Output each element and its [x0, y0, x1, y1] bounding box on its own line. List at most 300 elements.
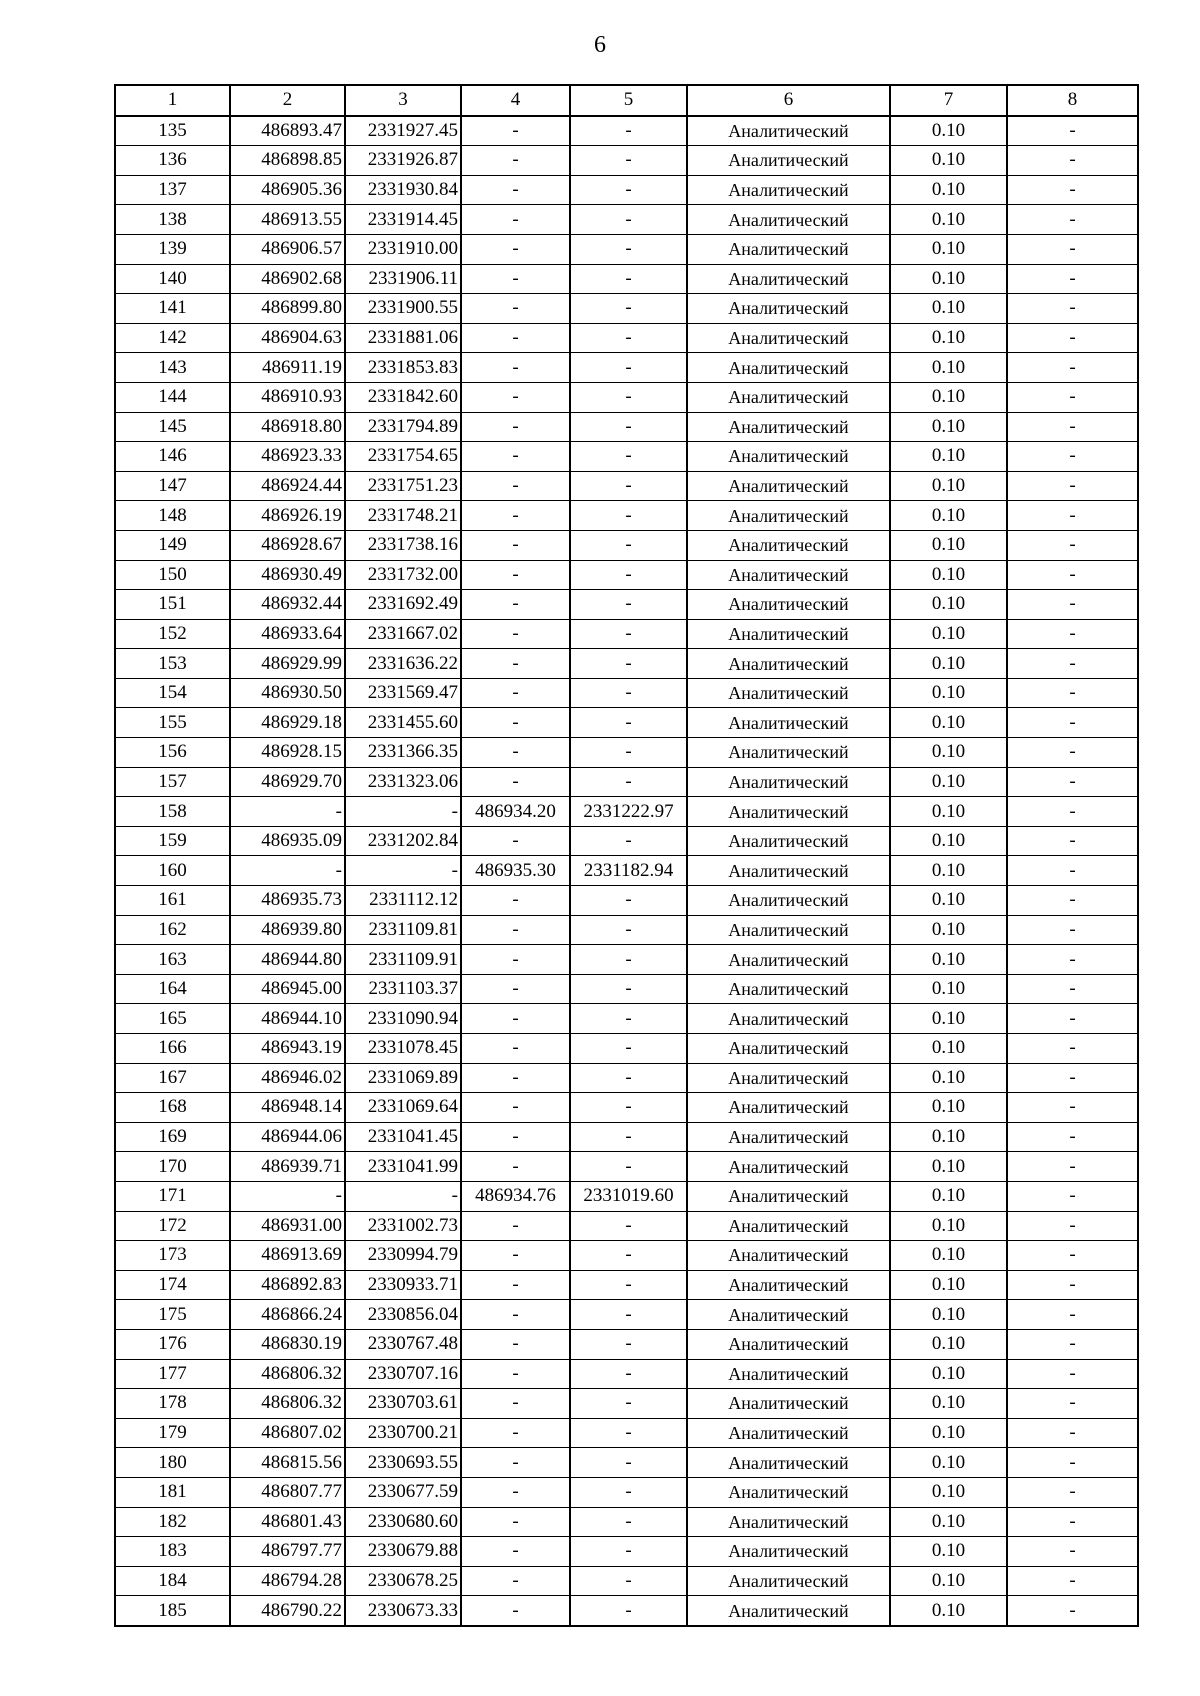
table-row — [115, 649, 1138, 679]
table-row — [115, 619, 1138, 649]
table-cell: 139 — [115, 234, 230, 264]
table-cell: - — [570, 1448, 687, 1478]
table-cell: - — [570, 678, 687, 708]
table-cell: - — [570, 1300, 687, 1330]
table-cell: 0.10 — [890, 915, 1007, 945]
table-row — [115, 1181, 1138, 1211]
table-cell: 157 — [115, 767, 230, 797]
table-cell: 0.10 — [890, 1241, 1007, 1271]
table-cell: - — [461, 530, 570, 560]
table-row — [115, 264, 1138, 294]
table-cell: - — [1007, 826, 1138, 856]
table-cell: - — [461, 1093, 570, 1123]
table-cell: 0.10 — [890, 146, 1007, 176]
table-cell: Аналитический — [687, 886, 890, 916]
table-row — [115, 1034, 1138, 1064]
table-row — [115, 471, 1138, 501]
table-cell: 2331930.84 — [345, 175, 461, 205]
table-cell: - — [1007, 560, 1138, 590]
table-cell: - — [461, 1359, 570, 1389]
table-cell: Аналитический — [687, 1270, 890, 1300]
table-row — [115, 175, 1138, 205]
table-cell: - — [570, 353, 687, 383]
table-cell: 0.10 — [890, 1063, 1007, 1093]
table-cell: Аналитический — [687, 915, 890, 945]
table-cell: Аналитический — [687, 708, 890, 738]
table-row — [115, 146, 1138, 176]
table-cell: Аналитический — [687, 1122, 890, 1152]
table-row — [115, 1093, 1138, 1123]
table-cell: 0.10 — [890, 1537, 1007, 1567]
table-cell: - — [461, 234, 570, 264]
table-row — [115, 1537, 1138, 1567]
table-cell: 0.10 — [890, 1477, 1007, 1507]
table-cell: - — [570, 471, 687, 501]
table-cell: 0.10 — [890, 1270, 1007, 1300]
table-cell: - — [1007, 915, 1138, 945]
table-cell: Аналитический — [687, 1093, 890, 1123]
table-cell: - — [570, 116, 687, 146]
table-cell: - — [570, 382, 687, 412]
table-cell: - — [570, 1241, 687, 1271]
table-cell: Аналитический — [687, 234, 890, 264]
table-cell: 0.10 — [890, 619, 1007, 649]
table-cell: 160 — [115, 856, 230, 886]
table-cell: 486913.55 — [230, 205, 345, 235]
table-cell: - — [461, 1507, 570, 1537]
table-cell: 0.10 — [890, 974, 1007, 1004]
table-cell: - — [570, 826, 687, 856]
table-cell: - — [1007, 1389, 1138, 1419]
column-header-5: 5 — [570, 85, 687, 116]
page-number: 6 — [594, 32, 606, 58]
table-cell: - — [1007, 471, 1138, 501]
table-cell: - — [345, 797, 461, 827]
table-row — [115, 856, 1138, 886]
table-cell: - — [230, 1181, 345, 1211]
table-cell: 486929.99 — [230, 649, 345, 679]
table-cell: 0.10 — [890, 175, 1007, 205]
table-cell: 163 — [115, 945, 230, 975]
table-cell: - — [570, 1537, 687, 1567]
table-cell: - — [570, 767, 687, 797]
table-cell: 173 — [115, 1241, 230, 1271]
table-cell: - — [461, 560, 570, 590]
table-cell: 2331182.94 — [570, 856, 687, 886]
column-header-1: 1 — [115, 85, 230, 116]
table-cell: - — [461, 945, 570, 975]
table-cell: 0.10 — [890, 856, 1007, 886]
table-cell: 145 — [115, 412, 230, 442]
table-cell: 175 — [115, 1300, 230, 1330]
table-row — [115, 530, 1138, 560]
table-cell: - — [461, 471, 570, 501]
table-cell: Аналитический — [687, 1507, 890, 1537]
table-cell: Аналитический — [687, 974, 890, 1004]
table-cell: 2331109.91 — [345, 945, 461, 975]
table-cell: Аналитический — [687, 1181, 890, 1211]
table-cell: 2331069.89 — [345, 1063, 461, 1093]
table-cell: 486935.30 — [461, 856, 570, 886]
table-cell: 0.10 — [890, 1181, 1007, 1211]
table-cell: 0.10 — [890, 1300, 1007, 1330]
table-cell: - — [1007, 1241, 1138, 1271]
table-cell: - — [1007, 1359, 1138, 1389]
table-cell: 486930.49 — [230, 560, 345, 590]
table-cell: 147 — [115, 471, 230, 501]
table-cell: 136 — [115, 146, 230, 176]
table-cell: - — [461, 1300, 570, 1330]
table-cell: 2331222.97 — [570, 797, 687, 827]
table-cell: - — [461, 767, 570, 797]
table-cell: - — [1007, 1507, 1138, 1537]
table-cell: 0.10 — [890, 708, 1007, 738]
table-cell: 0.10 — [890, 501, 1007, 531]
table-cell: - — [1007, 1004, 1138, 1034]
table-cell: - — [570, 738, 687, 768]
table-cell: Аналитический — [687, 619, 890, 649]
table-cell: Аналитический — [687, 1418, 890, 1448]
table-cell: - — [570, 915, 687, 945]
table-cell: 486948.14 — [230, 1093, 345, 1123]
table-cell: - — [1007, 1477, 1138, 1507]
table-cell: 486944.80 — [230, 945, 345, 975]
table-cell: - — [570, 886, 687, 916]
table-cell: Аналитический — [687, 1389, 890, 1419]
table-cell: 0.10 — [890, 886, 1007, 916]
table-cell: - — [1007, 856, 1138, 886]
table-row — [115, 1241, 1138, 1271]
table-cell: 486929.70 — [230, 767, 345, 797]
table-cell: 0.10 — [890, 1359, 1007, 1389]
table-cell: - — [570, 294, 687, 324]
table-cell: - — [461, 1596, 570, 1626]
table-cell: 140 — [115, 264, 230, 294]
table-cell: Аналитический — [687, 175, 890, 205]
table-cell: 165 — [115, 1004, 230, 1034]
table-cell: Аналитический — [687, 738, 890, 768]
table-cell: 2330673.33 — [345, 1596, 461, 1626]
table-cell: 0.10 — [890, 412, 1007, 442]
table-row — [115, 1418, 1138, 1448]
table-cell: 2331794.89 — [345, 412, 461, 442]
table-row — [115, 1300, 1138, 1330]
table-cell: 486930.50 — [230, 678, 345, 708]
table-cell: Аналитический — [687, 649, 890, 679]
table-cell: 178 — [115, 1389, 230, 1419]
table-row — [115, 678, 1138, 708]
table-cell: - — [230, 856, 345, 886]
table-cell: - — [461, 1152, 570, 1182]
table-cell: 486815.56 — [230, 1448, 345, 1478]
table-row — [115, 945, 1138, 975]
table-cell: 486910.93 — [230, 382, 345, 412]
table-cell: - — [570, 1566, 687, 1596]
table-cell: Аналитический — [687, 205, 890, 235]
table-cell: 2331881.06 — [345, 323, 461, 353]
table-cell: - — [1007, 974, 1138, 1004]
table-cell: 2331906.11 — [345, 264, 461, 294]
table-cell: 169 — [115, 1122, 230, 1152]
table-cell: 2331926.87 — [345, 146, 461, 176]
table-cell: 2330856.04 — [345, 1300, 461, 1330]
table-row — [115, 1507, 1138, 1537]
table-cell: Аналитический — [687, 1211, 890, 1241]
table-cell: 2331109.81 — [345, 915, 461, 945]
table-cell: - — [570, 442, 687, 472]
table-row — [115, 1122, 1138, 1152]
table-cell: Аналитический — [687, 945, 890, 975]
table-cell: 486918.80 — [230, 412, 345, 442]
table-body — [115, 116, 1138, 1626]
table-cell: 0.10 — [890, 1152, 1007, 1182]
table-cell: Аналитический — [687, 442, 890, 472]
table-cell: 158 — [115, 797, 230, 827]
table-cell: - — [570, 205, 687, 235]
table-cell: 486939.71 — [230, 1152, 345, 1182]
table-cell: 2330767.48 — [345, 1329, 461, 1359]
table-row — [115, 1329, 1138, 1359]
table-cell: 0.10 — [890, 205, 1007, 235]
table-cell: 0.10 — [890, 560, 1007, 590]
table-cell: - — [1007, 175, 1138, 205]
table-cell: 144 — [115, 382, 230, 412]
table-cell: - — [1007, 886, 1138, 916]
table-row — [115, 708, 1138, 738]
table-cell: - — [570, 530, 687, 560]
table-cell: 2330700.21 — [345, 1418, 461, 1448]
table-cell: 486934.20 — [461, 797, 570, 827]
table-cell: 0.10 — [890, 294, 1007, 324]
table-cell: 486935.09 — [230, 826, 345, 856]
table-cell: 2331112.12 — [345, 886, 461, 916]
table-cell: Аналитический — [687, 1329, 890, 1359]
table-cell: 486928.67 — [230, 530, 345, 560]
table-cell: 167 — [115, 1063, 230, 1093]
table-cell: 0.10 — [890, 1448, 1007, 1478]
table-row — [115, 767, 1138, 797]
table-cell: 0.10 — [890, 323, 1007, 353]
table-cell: 172 — [115, 1211, 230, 1241]
table-cell: - — [461, 1270, 570, 1300]
table-cell: - — [1007, 619, 1138, 649]
table-cell: 486933.64 — [230, 619, 345, 649]
table-cell: 486893.47 — [230, 116, 345, 146]
table-cell: - — [1007, 146, 1138, 176]
coordinates-table — [114, 84, 1139, 1627]
table-cell: - — [461, 116, 570, 146]
table-cell: - — [1007, 412, 1138, 442]
table-cell: - — [570, 323, 687, 353]
table-cell: 2331202.84 — [345, 826, 461, 856]
table-row — [115, 1359, 1138, 1389]
table-cell: 184 — [115, 1566, 230, 1596]
table-cell: 2331667.02 — [345, 619, 461, 649]
table-cell: 486928.15 — [230, 738, 345, 768]
table-cell: 2331103.37 — [345, 974, 461, 1004]
table-cell: 176 — [115, 1329, 230, 1359]
table-cell: - — [570, 1063, 687, 1093]
table-cell: 2331090.94 — [345, 1004, 461, 1034]
table-cell: 486892.83 — [230, 1270, 345, 1300]
table-cell: 0.10 — [890, 826, 1007, 856]
table-cell: - — [1007, 1211, 1138, 1241]
table-cell: - — [461, 1389, 570, 1419]
table-cell: 138 — [115, 205, 230, 235]
table-cell: 2330679.88 — [345, 1537, 461, 1567]
table-row — [115, 560, 1138, 590]
table-cell: 153 — [115, 649, 230, 679]
table-cell: 2331842.60 — [345, 382, 461, 412]
table-cell: Аналитический — [687, 1477, 890, 1507]
table-cell: - — [461, 649, 570, 679]
table-cell: - — [1007, 1034, 1138, 1064]
table-cell: 141 — [115, 294, 230, 324]
table-cell: 156 — [115, 738, 230, 768]
table-cell: - — [1007, 767, 1138, 797]
table-cell: 161 — [115, 886, 230, 916]
table-cell: 2330933.71 — [345, 1270, 461, 1300]
table-row — [115, 1152, 1138, 1182]
table-cell: - — [1007, 708, 1138, 738]
table-cell: 486806.32 — [230, 1389, 345, 1419]
table-cell: 0.10 — [890, 1034, 1007, 1064]
table-cell: Аналитический — [687, 1566, 890, 1596]
table-cell: 2331636.22 — [345, 649, 461, 679]
table-cell: - — [570, 1152, 687, 1182]
table-cell: 486944.10 — [230, 1004, 345, 1034]
table-cell: - — [461, 738, 570, 768]
table-row — [115, 1270, 1138, 1300]
table-cell: - — [570, 234, 687, 264]
table-cell: 2330677.59 — [345, 1477, 461, 1507]
table-row — [115, 974, 1138, 1004]
table-cell: 177 — [115, 1359, 230, 1389]
table-cell: Аналитический — [687, 826, 890, 856]
table-cell: 486801.43 — [230, 1507, 345, 1537]
table-cell: - — [461, 1063, 570, 1093]
table-cell: 2331323.06 — [345, 767, 461, 797]
table-row — [115, 323, 1138, 353]
table-cell: 2331078.45 — [345, 1034, 461, 1064]
table-cell: 2331041.99 — [345, 1152, 461, 1182]
table-cell: - — [1007, 530, 1138, 560]
table-cell: - — [1007, 1270, 1138, 1300]
table-row — [115, 116, 1138, 146]
table-cell: - — [1007, 1418, 1138, 1448]
table-cell: - — [570, 1211, 687, 1241]
table-cell: - — [461, 1477, 570, 1507]
table-cell: - — [570, 945, 687, 975]
table-cell: 146 — [115, 442, 230, 472]
table-cell: 2330703.61 — [345, 1389, 461, 1419]
column-header-6: 6 — [687, 85, 890, 116]
table-cell: 2331692.49 — [345, 590, 461, 620]
table-cell: - — [461, 1537, 570, 1567]
table-cell: - — [570, 619, 687, 649]
table-cell: Аналитический — [687, 1063, 890, 1093]
table-cell: 2331019.60 — [570, 1181, 687, 1211]
table-cell: - — [461, 826, 570, 856]
table-cell: Аналитический — [687, 294, 890, 324]
table-cell: 150 — [115, 560, 230, 590]
table-cell: Аналитический — [687, 797, 890, 827]
table-cell: 0.10 — [890, 353, 1007, 383]
table-cell: 2331455.60 — [345, 708, 461, 738]
table-cell: 0.10 — [890, 264, 1007, 294]
table-cell: 0.10 — [890, 1566, 1007, 1596]
table-cell: 174 — [115, 1270, 230, 1300]
table-cell: 164 — [115, 974, 230, 1004]
table-cell: - — [461, 412, 570, 442]
table-cell: - — [570, 1418, 687, 1448]
table-row — [115, 382, 1138, 412]
table-cell: 2331569.47 — [345, 678, 461, 708]
table-cell: Аналитический — [687, 767, 890, 797]
table-cell: 2330678.25 — [345, 1566, 461, 1596]
table-cell: 2331069.64 — [345, 1093, 461, 1123]
table-cell: 179 — [115, 1418, 230, 1448]
table-cell: - — [461, 146, 570, 176]
table-row — [115, 294, 1138, 324]
table-cell: - — [461, 205, 570, 235]
table-cell: Аналитический — [687, 1448, 890, 1478]
table-cell: 486905.36 — [230, 175, 345, 205]
table-cell: Аналитический — [687, 1537, 890, 1567]
table-row — [115, 1448, 1138, 1478]
table-cell: - — [1007, 205, 1138, 235]
table-row — [115, 1477, 1138, 1507]
table-cell: 486939.80 — [230, 915, 345, 945]
table-cell: 0.10 — [890, 1093, 1007, 1123]
table-row — [115, 915, 1138, 945]
table-cell: - — [1007, 234, 1138, 264]
table-cell: - — [1007, 1566, 1138, 1596]
table-cell: 2331366.35 — [345, 738, 461, 768]
table-cell: 486945.00 — [230, 974, 345, 1004]
table-cell: Аналитический — [687, 1152, 890, 1182]
column-header-2: 2 — [230, 85, 345, 116]
table-cell: - — [570, 146, 687, 176]
table-cell: - — [570, 1359, 687, 1389]
table-cell: - — [345, 856, 461, 886]
table-cell: 2331002.73 — [345, 1211, 461, 1241]
table-cell: 159 — [115, 826, 230, 856]
table-cell: Аналитический — [687, 264, 890, 294]
table-cell: - — [1007, 1093, 1138, 1123]
table-cell: Аналитический — [687, 856, 890, 886]
table-cell: - — [461, 442, 570, 472]
table-cell: 0.10 — [890, 797, 1007, 827]
table-cell: - — [461, 1241, 570, 1271]
table-cell: Аналитический — [687, 1004, 890, 1034]
table-cell: - — [461, 294, 570, 324]
table-cell: 0.10 — [890, 649, 1007, 679]
table-cell: 2331748.21 — [345, 501, 461, 531]
column-header-8: 8 — [1007, 85, 1138, 116]
table-cell: Аналитический — [687, 1359, 890, 1389]
table-cell: - — [1007, 1122, 1138, 1152]
table-cell: 2331751.23 — [345, 471, 461, 501]
table-cell: - — [570, 1270, 687, 1300]
column-header-7: 7 — [890, 85, 1007, 116]
table-cell: 0.10 — [890, 590, 1007, 620]
table-cell: 170 — [115, 1152, 230, 1182]
table-cell: Аналитический — [687, 678, 890, 708]
table-cell: - — [461, 1122, 570, 1152]
table-cell: 0.10 — [890, 1004, 1007, 1034]
table-cell: 486906.57 — [230, 234, 345, 264]
